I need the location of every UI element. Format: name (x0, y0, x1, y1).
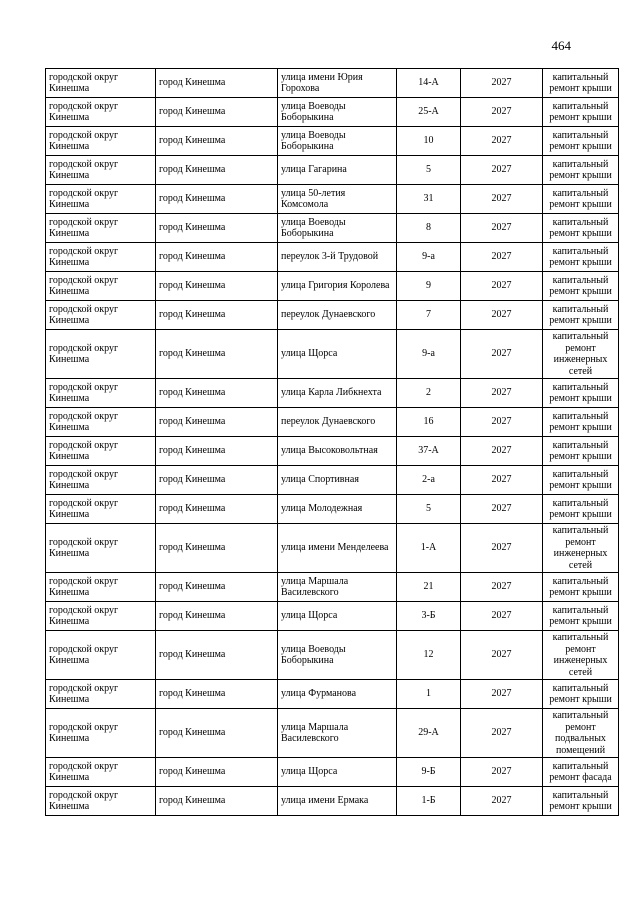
settlement-cell: город Кинешма (156, 127, 278, 156)
year-cell: 2027 (461, 301, 543, 330)
street-cell: переулок Дунаевского (278, 301, 397, 330)
municipality-cell: городской округ Кинешма (46, 524, 156, 573)
year-cell: 2027 (461, 524, 543, 573)
year-cell: 2027 (461, 631, 543, 680)
year-cell: 2027 (461, 408, 543, 437)
street-cell: улица Щорса (278, 602, 397, 631)
street-cell: улица имени Ермака (278, 787, 397, 816)
street-cell: улица Карла Либкнехта (278, 379, 397, 408)
street-cell: улица имени Менделеева (278, 524, 397, 573)
year-cell: 2027 (461, 437, 543, 466)
street-cell: улица 50-летия Комсомола (278, 185, 397, 214)
house-number-cell: 21 (397, 573, 461, 602)
street-cell: улица Щорса (278, 758, 397, 787)
settlement-cell: город Кинешма (156, 185, 278, 214)
settlement-cell: город Кинешма (156, 631, 278, 680)
table-row (46, 69, 619, 98)
settlement-cell: город Кинешма (156, 243, 278, 272)
house-number-cell: 7 (397, 301, 461, 330)
work-type-cell: капитальный ремонт крыши (543, 602, 619, 631)
municipality-cell: городской округ Кинешма (46, 185, 156, 214)
work-type-cell: капитальный ремонт крыши (543, 408, 619, 437)
settlement-cell: город Кинешма (156, 379, 278, 408)
work-type-cell: капитальный ремонт крыши (543, 301, 619, 330)
municipality-cell: городской округ Кинешма (46, 127, 156, 156)
work-type-cell: капитальный ремонт крыши (543, 69, 619, 98)
municipality-cell: городской округ Кинешма (46, 214, 156, 243)
municipality-cell: городской округ Кинешма (46, 466, 156, 495)
work-type-cell: капитальный ремонт крыши (543, 379, 619, 408)
house-number-cell: 12 (397, 631, 461, 680)
municipality-cell: городской округ Кинешма (46, 495, 156, 524)
year-cell: 2027 (461, 214, 543, 243)
year-cell: 2027 (461, 98, 543, 127)
work-type-cell: капитальный ремонт инженерных сетей (543, 631, 619, 680)
page-number: 464 (551, 38, 571, 53)
year-cell: 2027 (461, 709, 543, 758)
table-row (46, 330, 619, 379)
year-cell: 2027 (461, 330, 543, 379)
settlement-cell: город Кинешма (156, 214, 278, 243)
house-number-cell: 10 (397, 127, 461, 156)
year-cell: 2027 (461, 758, 543, 787)
street-cell: улица Щорса (278, 330, 397, 379)
work-type-cell: капитальный ремонт инженерных сетей (543, 330, 619, 379)
work-type-cell: капитальный ремонт подвальных помещений (543, 709, 619, 758)
municipality-cell: городской округ Кинешма (46, 573, 156, 602)
house-number-cell: 16 (397, 408, 461, 437)
house-number-cell: 9-а (397, 243, 461, 272)
street-cell: улица Григория Королева (278, 272, 397, 301)
street-cell: улица Спортивная (278, 466, 397, 495)
house-number-cell: 1-Б (397, 787, 461, 816)
table-row (46, 524, 619, 573)
work-type-cell: капитальный ремонт крыши (543, 437, 619, 466)
settlement-cell: город Кинешма (156, 69, 278, 98)
house-number-cell: 29-А (397, 709, 461, 758)
municipality-cell: городской округ Кинешма (46, 602, 156, 631)
table-row (46, 466, 619, 495)
street-cell: улица Гагарина (278, 156, 397, 185)
year-cell: 2027 (461, 272, 543, 301)
municipality-cell: городской округ Кинешма (46, 330, 156, 379)
settlement-cell: город Кинешма (156, 408, 278, 437)
repair-schedule-table (45, 68, 619, 816)
year-cell: 2027 (461, 495, 543, 524)
municipality-cell: городской округ Кинешма (46, 437, 156, 466)
street-cell: улица Фурманова (278, 680, 397, 709)
street-cell: улица Воеводы Боборыкина (278, 127, 397, 156)
street-cell: улица Маршала Василевского (278, 573, 397, 602)
settlement-cell: город Кинешма (156, 787, 278, 816)
street-cell: переулок 3-й Трудовой (278, 243, 397, 272)
work-type-cell: капитальный ремонт фасада (543, 758, 619, 787)
year-cell: 2027 (461, 573, 543, 602)
municipality-cell: городской округ Кинешма (46, 631, 156, 680)
work-type-cell: капитальный ремонт крыши (543, 680, 619, 709)
municipality-cell: городской округ Кинешма (46, 69, 156, 98)
table-row (46, 758, 619, 787)
settlement-cell: город Кинешма (156, 573, 278, 602)
table-row (46, 573, 619, 602)
house-number-cell: 9-а (397, 330, 461, 379)
year-cell: 2027 (461, 69, 543, 98)
work-type-cell: капитальный ремонт крыши (543, 156, 619, 185)
table-row (46, 185, 619, 214)
settlement-cell: город Кинешма (156, 437, 278, 466)
municipality-cell: городской округ Кинешма (46, 301, 156, 330)
work-type-cell: капитальный ремонт крыши (543, 243, 619, 272)
settlement-cell: город Кинешма (156, 98, 278, 127)
work-type-cell: капитальный ремонт крыши (543, 272, 619, 301)
settlement-cell: город Кинешма (156, 495, 278, 524)
settlement-cell: город Кинешма (156, 301, 278, 330)
year-cell: 2027 (461, 243, 543, 272)
year-cell: 2027 (461, 787, 543, 816)
municipality-cell: городской округ Кинешма (46, 379, 156, 408)
municipality-cell: городской округ Кинешма (46, 408, 156, 437)
work-type-cell: капитальный ремонт крыши (543, 495, 619, 524)
house-number-cell: 8 (397, 214, 461, 243)
work-type-cell: капитальный ремонт крыши (543, 466, 619, 495)
table-row (46, 243, 619, 272)
year-cell: 2027 (461, 156, 543, 185)
house-number-cell: 9-Б (397, 758, 461, 787)
municipality-cell: городской округ Кинешма (46, 680, 156, 709)
year-cell: 2027 (461, 379, 543, 408)
table-row (46, 437, 619, 466)
year-cell: 2027 (461, 602, 543, 631)
year-cell: 2027 (461, 466, 543, 495)
table-row (46, 631, 619, 680)
house-number-cell: 2 (397, 379, 461, 408)
house-number-cell: 5 (397, 156, 461, 185)
house-number-cell: 9 (397, 272, 461, 301)
street-cell: улица Маршала Василевского (278, 709, 397, 758)
municipality-cell: городской округ Кинешма (46, 156, 156, 185)
work-type-cell: капитальный ремонт крыши (543, 573, 619, 602)
table-row (46, 127, 619, 156)
table-row (46, 602, 619, 631)
municipality-cell: городской округ Кинешма (46, 243, 156, 272)
house-number-cell: 37-А (397, 437, 461, 466)
settlement-cell: город Кинешма (156, 758, 278, 787)
settlement-cell: город Кинешма (156, 680, 278, 709)
settlement-cell: город Кинешма (156, 524, 278, 573)
street-cell: улица Воеводы Боборыкина (278, 631, 397, 680)
work-type-cell: капитальный ремонт крыши (543, 127, 619, 156)
street-cell: улица Воеводы Боборыкина (278, 98, 397, 127)
municipality-cell: городской округ Кинешма (46, 98, 156, 127)
house-number-cell: 31 (397, 185, 461, 214)
house-number-cell: 3-Б (397, 602, 461, 631)
table-row (46, 680, 619, 709)
municipality-cell: городской округ Кинешма (46, 709, 156, 758)
settlement-cell: город Кинешма (156, 466, 278, 495)
table-row (46, 98, 619, 127)
street-cell: улица Высоковольтная (278, 437, 397, 466)
house-number-cell: 1 (397, 680, 461, 709)
table-row (46, 495, 619, 524)
municipality-cell: городской округ Кинешма (46, 787, 156, 816)
house-number-cell: 25-А (397, 98, 461, 127)
house-number-cell: 1-А (397, 524, 461, 573)
work-type-cell: капитальный ремонт инженерных сетей (543, 524, 619, 573)
table-row (46, 301, 619, 330)
street-cell: улица имени Юрия Горохова (278, 69, 397, 98)
work-type-cell: капитальный ремонт крыши (543, 98, 619, 127)
year-cell: 2027 (461, 680, 543, 709)
table-row (46, 408, 619, 437)
house-number-cell: 14-А (397, 69, 461, 98)
settlement-cell: город Кинешма (156, 156, 278, 185)
year-cell: 2027 (461, 127, 543, 156)
table-row (46, 787, 619, 816)
table-row (46, 214, 619, 243)
municipality-cell: городской округ Кинешма (46, 272, 156, 301)
table-row (46, 709, 619, 758)
settlement-cell: город Кинешма (156, 330, 278, 379)
work-type-cell: капитальный ремонт крыши (543, 185, 619, 214)
house-number-cell: 5 (397, 495, 461, 524)
street-cell: улица Воеводы Боборыкина (278, 214, 397, 243)
work-type-cell: капитальный ремонт крыши (543, 787, 619, 816)
settlement-cell: город Кинешма (156, 602, 278, 631)
municipality-cell: городской округ Кинешма (46, 758, 156, 787)
year-cell: 2027 (461, 185, 543, 214)
table-row (46, 379, 619, 408)
work-type-cell: капитальный ремонт крыши (543, 214, 619, 243)
street-cell: улица Молодежная (278, 495, 397, 524)
street-cell: переулок Дунаевского (278, 408, 397, 437)
house-number-cell: 2-а (397, 466, 461, 495)
table-row (46, 156, 619, 185)
settlement-cell: город Кинешма (156, 272, 278, 301)
settlement-cell: город Кинешма (156, 709, 278, 758)
table-row (46, 272, 619, 301)
